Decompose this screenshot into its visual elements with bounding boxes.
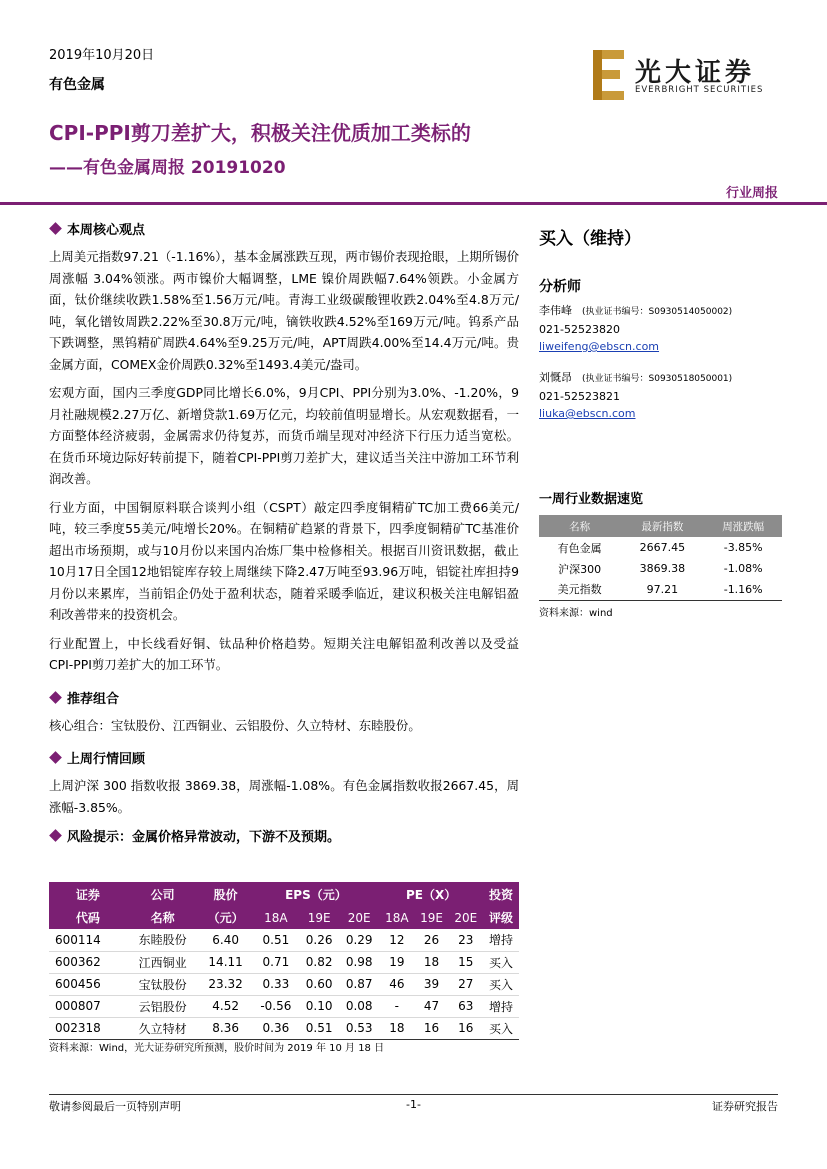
- index-change: -1.08%: [723, 562, 763, 575]
- analyst-email-link[interactable]: liuka@ebscn.com: [539, 407, 636, 420]
- sidebar: [539, 219, 782, 619]
- pe-value: 15: [449, 951, 483, 973]
- col-name: 名称: [539, 515, 620, 537]
- eps-value: 0.51: [253, 929, 300, 951]
- col-pe-year: 18A: [379, 906, 414, 929]
- diamond-bullet-icon: [49, 751, 62, 764]
- analyst-name-line: [539, 302, 782, 321]
- pe-value: 23: [449, 929, 483, 951]
- col-pe-year: 19E: [414, 906, 448, 929]
- analyst-block: [539, 302, 782, 355]
- pe-value: 12: [379, 929, 414, 951]
- col-eps-year: 20E: [339, 906, 379, 929]
- diamond-bullet-icon: [49, 691, 62, 704]
- macro-paragraph: 宏观方面，国内三季度GDP同比增长6.0%，9月CPI、PPI分别为3.0%、-1.20%，9月社融规模2.27万亿、新增贷款1.69万亿元，均较前值明显增长。从宏观数据看，一方面整体经济疲弱，金属需求仍待复苏，而货币端呈现对冲经济下行压力适当宽松。在货币环境边际好转前提下，随着CPI-PPI剪刀差扩大，建议适当关注中游加工环节利润改善。: [49, 385, 519, 486]
- table-row: [49, 1017, 519, 1039]
- table-row: [49, 929, 519, 951]
- risk-heading-text: 风险提示：金属价格异常波动，下游不及预期。: [67, 830, 341, 845]
- stock-rating: 买入: [483, 951, 519, 973]
- review-heading-text: 上周行情回顾: [67, 752, 146, 767]
- eps-value: 0.36: [253, 1017, 300, 1039]
- review-text: 上周沪深 300 指数收报 3869.38，周涨幅-1.08%。有色金属指数收报2667.45，周涨幅-3.85%。: [49, 778, 519, 815]
- pe-value: 27: [449, 973, 483, 995]
- eps-value: 0.51: [299, 1017, 339, 1039]
- col-eps-year: 18A: [253, 906, 300, 929]
- stock-name: 久立特材: [127, 1017, 199, 1039]
- pe-value: 63: [449, 995, 483, 1017]
- stock-rating: 增持: [483, 929, 519, 951]
- logo-english-name: EVERBRIGHT SECURITIES: [635, 85, 764, 95]
- analyst-name-line: [539, 369, 782, 388]
- col-company-sub: 名称: [127, 906, 199, 929]
- col-weekly-change: 周涨跌幅: [704, 515, 782, 537]
- analyst-phone: 021-52523820: [539, 323, 620, 336]
- investment-rating: 买入（维持）: [539, 229, 641, 249]
- col-price-sub: （元）: [199, 906, 253, 929]
- index-name: 美元指数: [539, 579, 620, 600]
- index-value: 97.21: [620, 579, 704, 600]
- diamond-bullet-icon: [49, 829, 62, 842]
- industry-paragraph: 行业方面，中国铜原料联合谈判小组（CSPT）敲定四季度铜精矿TC加工费66美元/吨，较三季度55美元/吨增长20%。在铜精矿趋紧的背景下，四季度铜精矿TC基准价超出市场预期，或与10月份以来国内冶炼厂集中检修相关。根据百川资讯数据，截止10月17日全国12地铝锭库存较上周继续下降2.47万吨至93.96万吨，铝锭社库担持9月份以来累库，当前铝企仍处于盈利状态，随着采暖季临近，建议积极关注电解铝盈利改善带来的投资机会。: [49, 499, 519, 622]
- weekly-data-heading: 一周行业数据速览: [539, 492, 644, 507]
- stock-code: 600362: [49, 951, 127, 973]
- col-eps: EPS（元）: [253, 882, 380, 906]
- pe-value: -: [379, 995, 414, 1017]
- stock-price: 6.40: [199, 929, 253, 951]
- stock-price: 14.11: [199, 951, 253, 973]
- analyst-license: (执业证书编号：S0930514050002): [582, 307, 733, 317]
- eps-value: 0.82: [299, 951, 339, 973]
- eps-value: 0.98: [339, 951, 379, 973]
- page-number: -1-: [406, 1098, 421, 1111]
- footer-report-label: 证券研究报告: [712, 1100, 778, 1113]
- stock-code: 000807: [49, 995, 127, 1017]
- index-change: -3.85%: [723, 541, 763, 554]
- pe-value: 47: [414, 995, 448, 1017]
- eps-value: 0.26: [299, 929, 339, 951]
- stock-name: 江西铜业: [127, 951, 199, 973]
- weekly-data-source: 资料来源：wind: [539, 607, 613, 619]
- stock-rating: 买入: [483, 973, 519, 995]
- table-row: [539, 579, 782, 600]
- pe-value: 16: [449, 1017, 483, 1039]
- eps-value: 0.71: [253, 951, 300, 973]
- index-change: -1.16%: [704, 579, 782, 600]
- eps-value: 0.33: [253, 973, 300, 995]
- weekly-data-table: [539, 515, 782, 601]
- stock-price: 8.36: [199, 1017, 253, 1039]
- stock-name: 宝钛股份: [127, 973, 199, 995]
- stock-name: 云铝股份: [127, 995, 199, 1017]
- col-code-sub: 代码: [49, 906, 127, 929]
- table-row: [49, 973, 519, 995]
- stock-price: 23.32: [199, 973, 253, 995]
- footer-divider: [49, 1094, 778, 1095]
- eps-value: 0.10: [299, 995, 339, 1017]
- stock-table-source: 资料来源：Wind，光大证券研究所预测，股价时间为 2019 年 10 月 18 日: [49, 1043, 385, 1054]
- col-price: 股价: [199, 882, 253, 906]
- eps-value: 0.60: [299, 973, 339, 995]
- pe-value: 46: [379, 973, 414, 995]
- stock-code: 600456: [49, 973, 127, 995]
- index-name: 有色金属: [557, 541, 602, 555]
- allocation-paragraph: 行业配置上，中长线看好铜、钛品种价格趋势。短期关注电解铝盈利改善以及受益CPI-PPI剪刀差扩大的加工环节。: [49, 635, 519, 672]
- analyst-phone: 021-52523821: [539, 390, 620, 403]
- table-row: [539, 558, 782, 579]
- analyst-license: (执业证书编号：S0930518050001): [582, 374, 733, 384]
- company-logo: [593, 50, 778, 102]
- core-view-paragraph: 上周美元指数97.21（-1.16%），基本金属涨跌互现，两市锡价表现抢眼，上期所锡价周涨幅 3.04%领涨。两市镍价大幅调整，LME 镍价周跌幅7.64%领跌。小金属方面，钛价继续收跌1.58%至1.56万元/吨。青海工业级碳酸锂收跌2.04%至4.8万元/吨，氧化镨钕周跌2.22%至30.8万元/吨，镝铁收跌4.52%至169万元/吨。钨系产品下跌调整，黑钨精矿周跌4.64%至9.25万元/吨，APT周跌4.00%至14.4万元/吨。贵金属方面，COMEX金价周跌0.32%至1493.4美元/盎司。: [49, 249, 519, 372]
- stock-name: 东睦股份: [127, 929, 199, 951]
- stock-code: 002318: [49, 1017, 127, 1039]
- index-value: 2667.45: [639, 541, 686, 554]
- core-view-heading-text: 本周核心观点: [67, 223, 146, 238]
- main-content: [49, 219, 519, 853]
- stock-rating: 买入: [483, 1017, 519, 1039]
- table-row: [49, 995, 519, 1017]
- stock-code: 600114: [49, 929, 127, 951]
- diamond-bullet-icon: [49, 222, 62, 235]
- pe-value: 18: [379, 1017, 414, 1039]
- pe-value: 18: [414, 951, 448, 973]
- page-subtitle: ——有色金属周报 20191020: [49, 158, 286, 178]
- eps-value: 0.53: [339, 1017, 379, 1039]
- pe-value: 39: [414, 973, 448, 995]
- header-divider: [0, 202, 827, 205]
- col-pe: PE（X）: [379, 882, 483, 906]
- sector-label: 有色金属: [49, 77, 105, 93]
- portfolio-heading-text: 推荐组合: [67, 691, 120, 707]
- analyst-email-link[interactable]: liweifeng@ebscn.com: [539, 340, 660, 353]
- col-company: 公司: [127, 882, 199, 906]
- col-latest-index: 最新指数: [620, 515, 704, 537]
- analyst-heading: 分析师: [539, 279, 581, 295]
- report-type-label: 行业周报: [725, 186, 778, 201]
- analyst-name: 刘慨昂: [539, 371, 572, 384]
- pe-value: 19: [379, 951, 414, 973]
- stock-price: 4.52: [199, 995, 253, 1017]
- everbright-logo-icon: [593, 50, 627, 100]
- stock-rating: 增持: [483, 995, 519, 1017]
- portfolio-heading: [49, 688, 519, 707]
- page-title: CPI-PPI剪刀差扩大，积极关注优质加工类标的: [49, 121, 471, 145]
- eps-value: 0.08: [339, 995, 379, 1017]
- core-view-heading: [49, 219, 519, 238]
- table-row: [49, 951, 519, 973]
- risk-heading: [49, 826, 519, 845]
- report-date: 2019年10月20日: [49, 48, 155, 63]
- eps-value: 0.29: [339, 929, 379, 951]
- portfolio-text: 核心组合：宝钛股份、江西铜业、云铝股份、久立特材、东睦股份。: [49, 717, 421, 733]
- eps-value: -0.56: [253, 995, 300, 1017]
- col-eps-year: 19E: [299, 906, 339, 929]
- footer-disclaimer: 敬请参阅最后一页特别声明: [49, 1100, 181, 1113]
- col-rating-sub: 评级: [483, 906, 519, 929]
- pe-value: 26: [414, 929, 448, 951]
- analyst-block: [539, 369, 782, 422]
- pe-value: 16: [414, 1017, 448, 1039]
- review-heading: [49, 748, 519, 767]
- stock-valuation-table: [49, 882, 519, 1040]
- logo-chinese-name: 光大证券: [635, 58, 756, 88]
- col-pe-year: 20E: [449, 906, 483, 929]
- index-value: 3869.38: [639, 562, 686, 575]
- index-name: 沪深300: [558, 562, 602, 576]
- col-code: 证券: [49, 882, 127, 906]
- col-rating: 投资: [483, 882, 519, 906]
- table-row: [539, 537, 782, 558]
- eps-value: 0.87: [339, 973, 379, 995]
- analyst-name: 李伟峰: [539, 304, 572, 317]
